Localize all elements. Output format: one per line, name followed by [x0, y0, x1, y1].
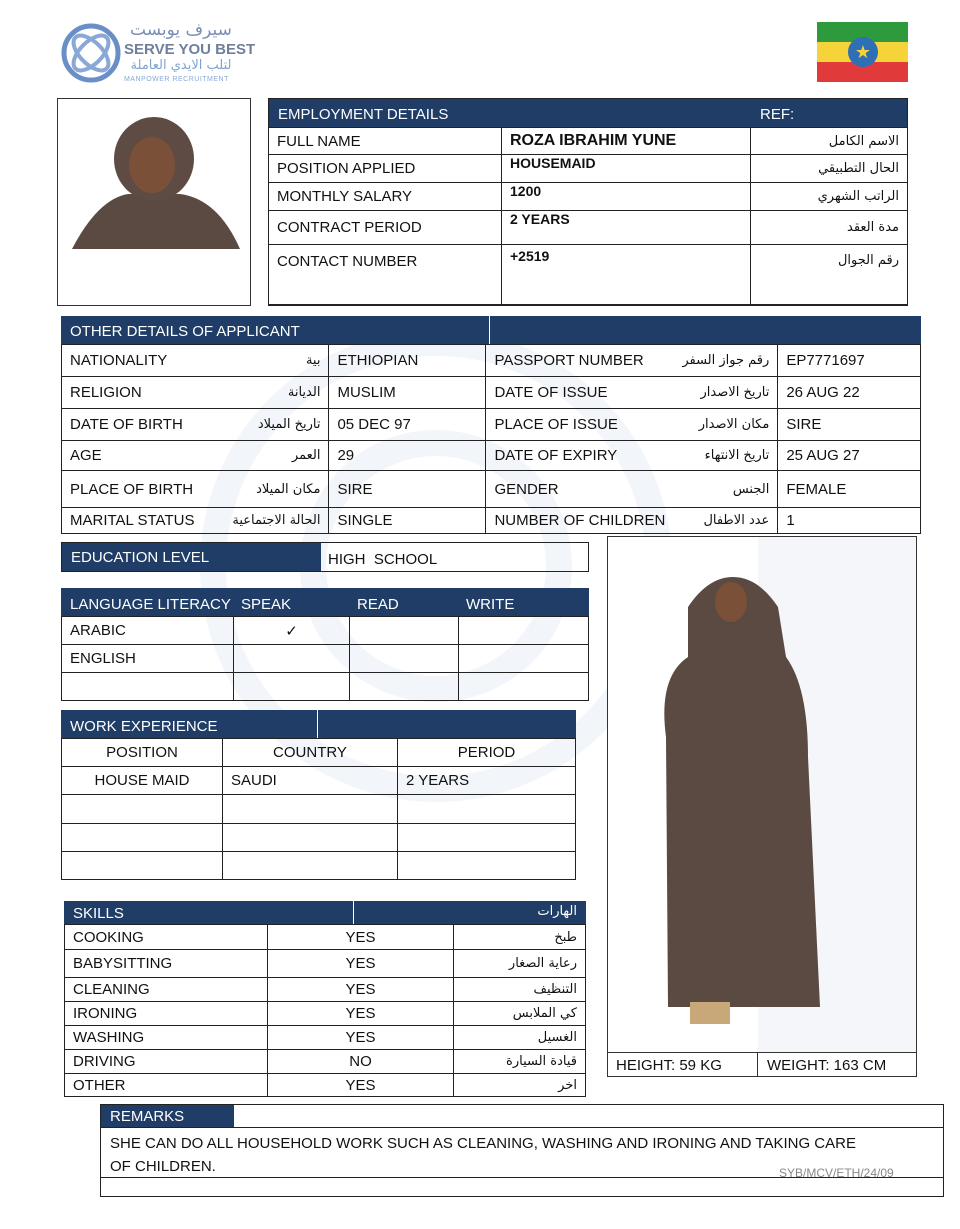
language-write: [459, 645, 589, 673]
other-arabic: تاريخ الميلاد: [202, 409, 329, 441]
document-code: SYB/MCV/ETH/24/09: [779, 1166, 894, 1180]
language-header-speak: SPEAK: [241, 596, 292, 613]
knot-logo-icon: [60, 22, 122, 84]
remarks-header: REMARKS: [101, 1105, 234, 1127]
work-experience-title: WORK EXPERIENCE: [70, 718, 218, 735]
other-label: PLACE OF BIRTH: [62, 471, 203, 508]
language-name: [62, 673, 234, 701]
work-position: HOUSE MAID: [62, 767, 223, 795]
emp-arabic: الحال التطبيقي: [751, 155, 908, 183]
other-arabic: عدد الاطفال: [673, 508, 778, 534]
other-arabic: بية: [202, 345, 329, 377]
other-label: NUMBER OF CHILDREN: [486, 508, 673, 534]
skill-value: YES: [268, 1026, 454, 1050]
skills-section: [64, 901, 586, 1097]
work-position: [62, 795, 223, 824]
skill-arabic: الغسيل: [454, 1026, 586, 1050]
logo-arabic: سيرف يوبست: [130, 20, 232, 40]
education-section: [61, 542, 589, 572]
other-label: AGE: [62, 441, 203, 471]
language-name: ENGLISH: [62, 645, 234, 673]
skill-name: OTHER: [65, 1074, 268, 1097]
work-position: [62, 852, 223, 880]
other-value: EP7771697: [778, 345, 921, 377]
skill-value: YES: [268, 925, 454, 950]
skill-value: YES: [268, 978, 454, 1002]
language-header-title: LANGUAGE LITERACY: [70, 596, 231, 613]
other-arabic: تاريخ الانتهاء: [673, 441, 778, 471]
other-value: SIRE: [329, 471, 486, 508]
other-details-header: [61, 316, 921, 344]
other-value: 26 AUG 22: [778, 377, 921, 409]
other-details-title: OTHER DETAILS OF APPLICANT: [70, 323, 300, 340]
emp-value: 1200: [502, 183, 751, 211]
other-arabic: الجنس: [673, 471, 778, 508]
emp-arabic: الراتب الشهري: [751, 183, 908, 211]
skill-value: NO: [268, 1050, 454, 1074]
other-arabic: الديانة: [202, 377, 329, 409]
employment-header-title: EMPLOYMENT DETAILS: [278, 106, 449, 123]
other-details-section: [61, 316, 921, 534]
work-country: [223, 795, 398, 824]
language-speak: [234, 673, 350, 701]
work-country: [223, 852, 398, 880]
work-experience-header: [61, 710, 576, 738]
other-label: PASSPORT NUMBER: [486, 345, 673, 377]
work-col-position: POSITION: [62, 739, 223, 767]
other-label: NATIONALITY: [62, 345, 203, 377]
emp-label: CONTACT NUMBER: [269, 245, 502, 306]
language-section: [61, 588, 589, 701]
other-arabic: مكان الميلاد: [202, 471, 329, 508]
other-value: 1: [778, 508, 921, 534]
applicant-full-body-photo: [607, 536, 917, 1077]
other-label: MARITAL STATUS: [62, 508, 203, 534]
language-write: [459, 617, 589, 645]
work-col-period: PERIOD: [398, 739, 576, 767]
other-label: DATE OF EXPIRY: [486, 441, 673, 471]
work-period: [398, 852, 576, 880]
other-value: SIRE: [778, 409, 921, 441]
skill-name: DRIVING: [65, 1050, 268, 1074]
skill-name: CLEANING: [65, 978, 268, 1002]
emp-value: HOUSEMAID: [502, 155, 751, 183]
skill-value: YES: [268, 1002, 454, 1026]
weight-label: WEIGHT: 163 CM: [758, 1052, 916, 1077]
logo-sub: MANPOWER RECRUITMENT: [124, 76, 229, 83]
other-arabic: العمر: [202, 441, 329, 471]
skill-name: IRONING: [65, 1002, 268, 1026]
skills-title: SKILLS: [73, 905, 124, 922]
skill-value: YES: [268, 1074, 454, 1097]
logo-arabic-sub: لتلب الايدي العاملة: [130, 58, 232, 73]
other-label: DATE OF ISSUE: [486, 377, 673, 409]
language-read: [350, 673, 459, 701]
language-read: [350, 645, 459, 673]
emp-arabic: الاسم الكامل: [751, 128, 908, 155]
other-arabic: تاريخ الاصدار: [673, 377, 778, 409]
other-value: 05 DEC 97: [329, 409, 486, 441]
work-col-country: COUNTRY: [223, 739, 398, 767]
other-arabic: مكان الاصدار: [673, 409, 778, 441]
language-header: [61, 588, 589, 616]
work-period: [398, 824, 576, 852]
language-speak: ✓: [234, 617, 350, 645]
language-speak: [234, 645, 350, 673]
language-name: ARABIC: [62, 617, 234, 645]
flag-emblem-icon: ★: [848, 37, 878, 67]
emp-value: 2 YEARS: [502, 211, 751, 245]
other-label: RELIGION: [62, 377, 203, 409]
language-header-read: READ: [357, 596, 399, 613]
work-experience-section: [61, 710, 576, 880]
skills-header: [64, 901, 586, 924]
other-label: DATE OF BIRTH: [62, 409, 203, 441]
emp-value: ROZA IBRAHIM YUNE: [502, 128, 751, 155]
other-arabic: رقم جواز السفر: [673, 345, 778, 377]
other-value: FEMALE: [778, 471, 921, 508]
emp-label: POSITION APPLIED: [269, 155, 502, 183]
ethiopia-flag: [817, 22, 908, 82]
skill-arabic: التنظيف: [454, 978, 586, 1002]
language-header-write: WRITE: [466, 596, 515, 613]
other-value: MUSLIM: [329, 377, 486, 409]
work-period: 2 YEARS: [398, 767, 576, 795]
employment-header: [269, 99, 907, 127]
other-label: PLACE OF ISSUE: [486, 409, 673, 441]
emp-arabic: رقم الجوال: [751, 245, 908, 306]
emp-arabic: مدة العقد: [751, 211, 908, 245]
work-position: [62, 824, 223, 852]
work-period: [398, 795, 576, 824]
skill-arabic: كي الملابس: [454, 1002, 586, 1026]
language-write: [459, 673, 589, 701]
other-value: 29: [329, 441, 486, 471]
company-logo: [60, 20, 260, 90]
other-label: GENDER: [486, 471, 673, 508]
skill-arabic: رعاية الصغار: [454, 950, 586, 978]
applicant-portrait-photo: [57, 98, 251, 306]
other-arabic: الحالة الاجتماعية: [202, 508, 329, 534]
skill-arabic: اخر: [454, 1074, 586, 1097]
emp-label: FULL NAME: [269, 128, 502, 155]
other-value: SINGLE: [329, 508, 486, 534]
education-label: EDUCATION LEVEL: [62, 543, 321, 571]
work-country: [223, 824, 398, 852]
skill-value: YES: [268, 950, 454, 978]
skill-name: WASHING: [65, 1026, 268, 1050]
emp-value: +2519: [502, 245, 751, 306]
skill-arabic: طبخ: [454, 925, 586, 950]
other-value: ETHIOPIAN: [329, 345, 486, 377]
emp-label: CONTRACT PERIOD: [269, 211, 502, 245]
ref-label: REF:: [760, 106, 795, 123]
employment-details-section: [268, 98, 908, 305]
work-country: SAUDI: [223, 767, 398, 795]
remarks-text: SHE CAN DO ALL HOUSEHOLD WORK SUCH AS CLEANING, WASHING AND IRONING AND TAKING CARE OF CHILDREN.: [110, 1135, 856, 1175]
skills-title-arabic: الهارات: [537, 904, 577, 919]
emp-label: MONTHLY SALARY: [269, 183, 502, 211]
logo-english: SERVE YOU BEST: [124, 41, 256, 58]
education-value: HIGH SCHOOL: [328, 551, 438, 568]
height-label: HEIGHT: 59 KG: [608, 1052, 758, 1077]
remarks-section: [100, 1104, 944, 1197]
other-value: 25 AUG 27: [778, 441, 921, 471]
skill-arabic: قيادة السيارة: [454, 1050, 586, 1074]
skill-name: COOKING: [65, 925, 268, 950]
language-read: [350, 617, 459, 645]
skill-name: BABYSITTING: [65, 950, 268, 978]
